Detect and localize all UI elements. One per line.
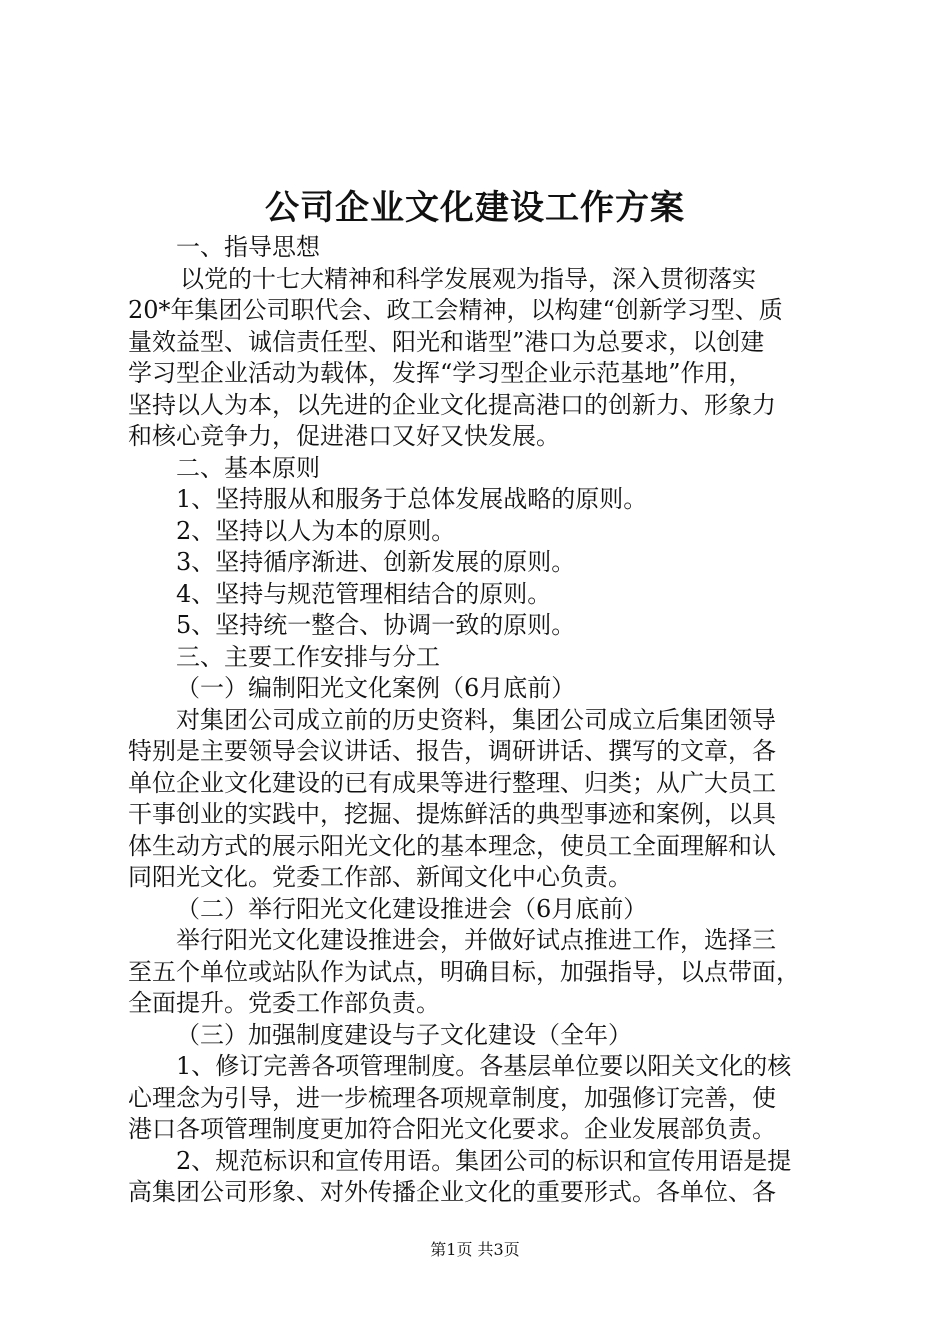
paragraph-line: 港口各项管理制度更加符合阳光文化要求。企业发展部负责。 — [128, 1115, 776, 1143]
subsection-heading: （三）加强制度建设与子文化建设（全年） — [176, 1020, 632, 1049]
paragraph-line: 同阳光文化。党委工作部、新闻文化中心负责。 — [128, 863, 632, 891]
paragraph-line: 20*年集团公司职代会、政工会精神，以构建“创新学习型、质 — [128, 296, 783, 324]
list-item: 2、坚持以人为本的原则。 — [176, 516, 456, 545]
subsection-heading: （一）编制阳光文化案例（6月底前） — [176, 674, 576, 702]
paragraph-line: 对集团公司成立前的历史资料，集团公司成立后集团领导 — [176, 705, 776, 734]
subsection-heading: （二）举行阳光文化建设推进会（6月底前） — [176, 894, 648, 923]
list-item: 1、坚持服从和服务于总体发展战略的原则。 — [176, 485, 648, 513]
document-title: 公司企业文化建设工作方案 — [265, 188, 685, 228]
paragraph-line: 体生动方式的展示阳光文化的基本理念，使员工全面理解和认 — [128, 831, 776, 860]
paragraph-line: 坚持以人为本，以先进的企业文化提高港口的创新力、形象力 — [128, 390, 776, 419]
paragraph-line: 举行阳光文化建设推进会，并做好试点推进工作，选择三 — [176, 926, 776, 954]
paragraph-line: 高集团公司形象、对外传播企业文化的重要形式。各单位、各 — [128, 1178, 776, 1206]
paragraph-line: 以党的十七大精神和科学发展观为指导，深入贯彻落实 — [180, 264, 756, 293]
paragraph-line: 心理念为引导，进一步梳理各项规章制度，加强修订完善，使 — [128, 1083, 776, 1112]
paragraph-line: 特别是主要领导会议讲话、报告，调研讲话、撰写的文章，各 — [128, 737, 776, 765]
section-heading: 三、主要工作安排与分工 — [176, 642, 440, 671]
paragraph-line: 和核心竞争力，促进港口又好又快发展。 — [128, 422, 560, 450]
document-body — [128, 232, 848, 1209]
paragraph-line: 干事创业的实践中，挖掘、提炼鲜活的典型事迹和案例，以具 — [128, 800, 776, 828]
paragraph-line: 学习型企业活动为载体，发挥“学习型企业示范基地”作用， — [128, 359, 753, 387]
page-number: 第1页 共3页 — [430, 1240, 520, 1259]
paragraph-line: 单位企业文化建设的已有成果等进行整理、归类；从广大员工 — [128, 768, 776, 797]
paragraph-line: 量效益型、诚信责任型、阳光和谐型”港口为总要求，以创建 — [128, 327, 765, 356]
section-heading: 一、指导思想 — [176, 233, 320, 261]
paragraph-line: 2、规范标识和宣传用语。集团公司的标识和宣传用语是提 — [176, 1146, 792, 1175]
list-item: 3、坚持循序渐进、创新发展的原则。 — [176, 548, 576, 576]
paragraph-line: 全面提升。党委工作部负责。 — [128, 989, 440, 1017]
list-item: 5、坚持统一整合、协调一致的原则。 — [176, 611, 576, 639]
section-heading: 二、基本原则 — [176, 453, 320, 482]
paragraph-line: 至五个单位或站队作为试点，明确目标，加强指导，以点带面， — [128, 957, 800, 986]
list-item: 4、坚持与规范管理相结合的原则。 — [176, 579, 552, 608]
paragraph-line: 1、修订完善各项管理制度。各基层单位要以阳关文化的核 — [176, 1052, 792, 1080]
